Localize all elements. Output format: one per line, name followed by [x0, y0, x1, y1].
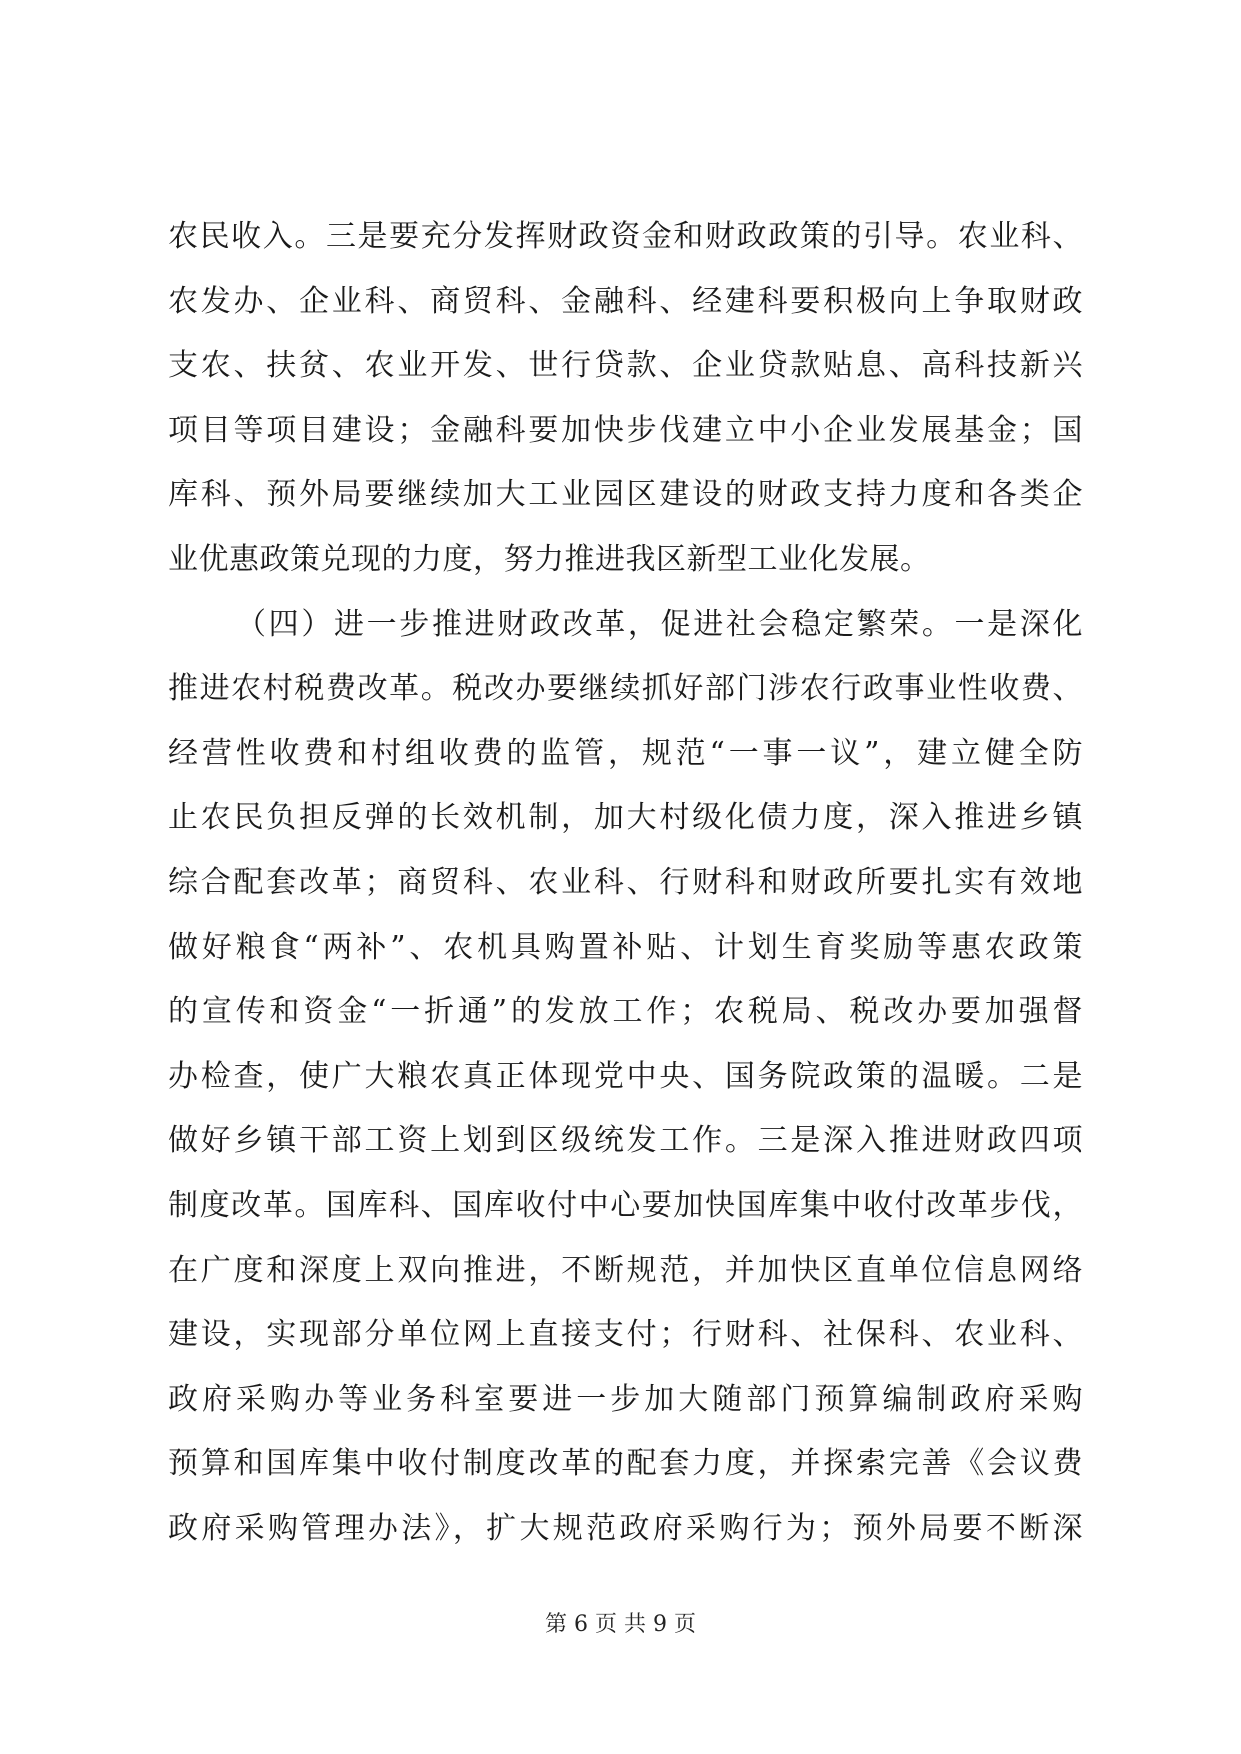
- text-line: 做好乡镇干部工资上划到区级统发工作。三是深入推进财政四项: [168, 1123, 1083, 1159]
- text-line: 业优惠政策兑现的力度，努力推进我区新型工业化发展。: [168, 541, 931, 577]
- text-line: 建设，实现部分单位网上直接支付；行财科、社保科、农业科、: [168, 1317, 1083, 1353]
- text-line: 支农、扶贫、农业开发、世行贷款、企业贷款贴息、高科技新兴: [168, 348, 1083, 384]
- text-line: 农民收入。三是要充分发挥财政资金和财政政策的引导。农业科、: [168, 219, 1083, 254]
- text-line: 预算和国库集中收付制度改革的配套力度，并探索完善《会议费: [168, 1446, 1083, 1482]
- text-line: 政府采购办等业务科室要进一步加大随部门预算编制政府采购: [168, 1381, 1083, 1417]
- text-line: 经营性收费和村组收费的监管，规范“一事一议”，建立健全防: [168, 735, 1083, 771]
- text-line: 办检查，使广大粮农真正体现党中央、国务院政策的温暖。二是: [168, 1058, 1083, 1094]
- text-line: 在广度和深度上双向推进，不断规范，并加快区直单位信息网络: [168, 1252, 1083, 1288]
- text-line: 的宣传和资金“一折通”的发放工作；农税局、税改办要加强督: [168, 994, 1083, 1030]
- text-line: 库科、预外局要继续加大工业园区建设的财政支持力度和各类企: [168, 477, 1083, 513]
- text-line: 综合配套改革；商贸科、农业科、行财科和财政所要扎实有效地: [168, 864, 1083, 900]
- text-line: 农发办、企业科、商贸科、金融科、经建科要积极向上争取财政: [168, 283, 1083, 319]
- text-line: 制度改革。国库科、国库收付中心要加快国库集中收付改革步伐，: [168, 1187, 1083, 1223]
- text-line: 做好粮食“两补”、农机具购置补贴、计划生育奖励等惠农政策: [168, 929, 1083, 965]
- section-heading-line: （四）进一步推进财政改革，促进社会稳定繁荣。一是深化: [236, 606, 1083, 642]
- page-number-footer: 第 6 页 共 9 页: [545, 1612, 696, 1637]
- text-line: 政府采购管理办法》，扩大规范政府采购行为；预外局要不断深: [168, 1510, 1083, 1546]
- body-text: [168, 205, 1083, 1561]
- text-line: 止农民负担反弹的长效机制，加大村级化债力度，深入推进乡镇: [168, 800, 1083, 836]
- text-line: 项目等项目建设；金融科要加快步伐建立中小企业发展基金；国: [168, 412, 1083, 448]
- text-line: 推进农村税费改革。税改办要继续抓好部门涉农行政事业性收费、: [168, 671, 1083, 707]
